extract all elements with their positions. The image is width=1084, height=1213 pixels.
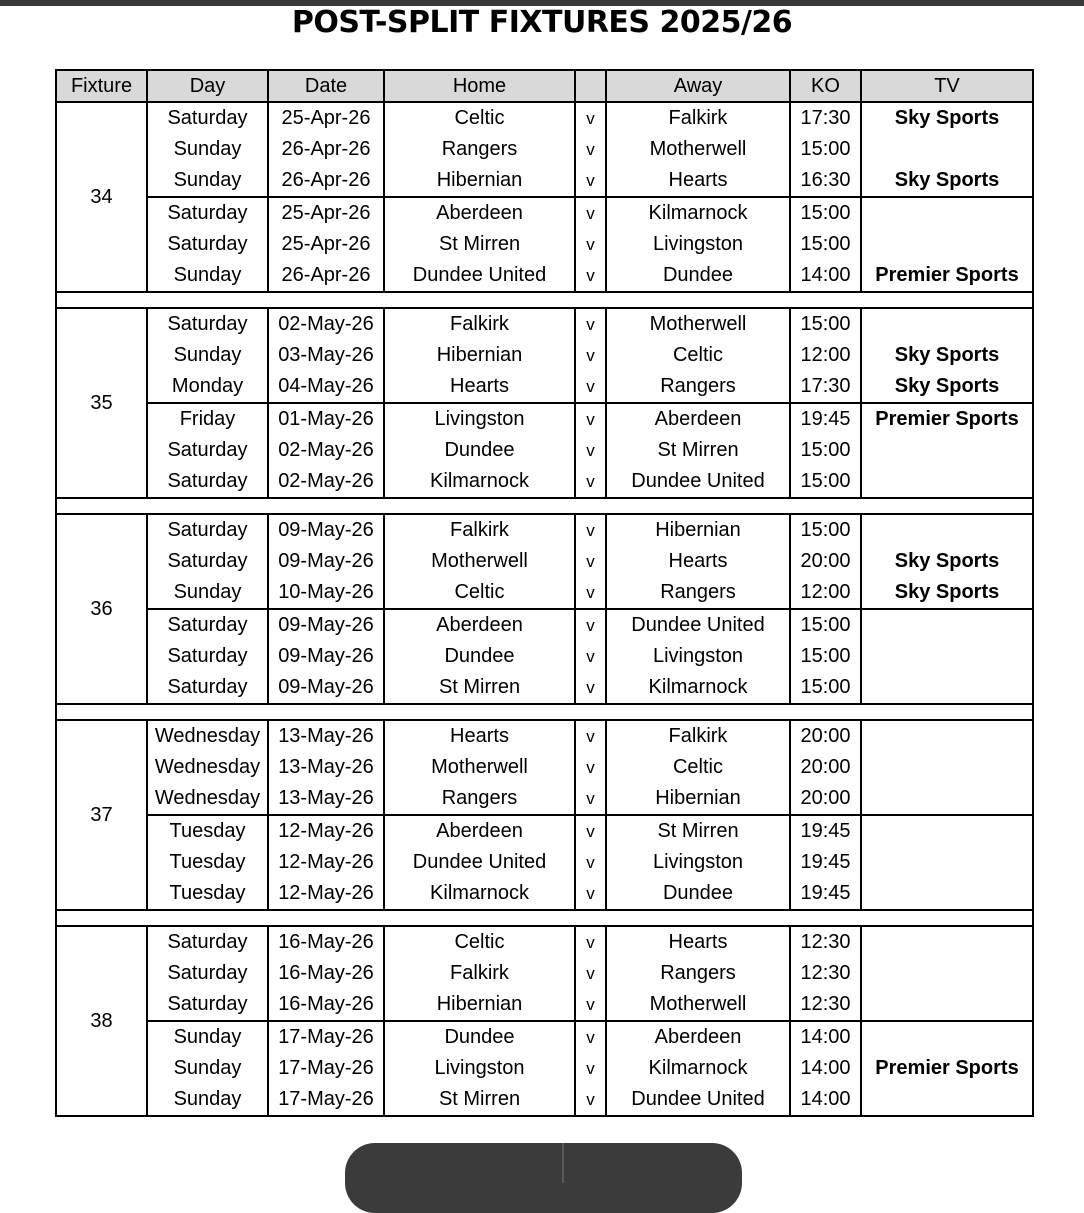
- table-row: [56, 340, 1033, 371]
- cell-vs: v: [575, 546, 606, 577]
- cell-away: Kilmarnock: [606, 1053, 790, 1084]
- cell-tv: [861, 989, 1033, 1021]
- table-row: [56, 577, 1033, 609]
- col-header-away: Away: [606, 70, 790, 102]
- table-row: [56, 989, 1033, 1021]
- cell-home: Dundee United: [384, 847, 575, 878]
- cell-tv: [861, 1021, 1033, 1053]
- cell-ko: 16:30: [790, 165, 861, 197]
- cell-tv: Sky Sports: [861, 340, 1033, 371]
- cell-vs: v: [575, 989, 606, 1021]
- cell-ko: 14:00: [790, 1053, 861, 1084]
- cell-vs: v: [575, 1084, 606, 1116]
- cell-home: Falkirk: [384, 308, 575, 340]
- cell-day: Tuesday: [147, 878, 268, 910]
- cell-day: Saturday: [147, 435, 268, 466]
- cell-date: 26-Apr-26: [268, 134, 384, 165]
- cell-away: Dundee: [606, 878, 790, 910]
- table-row: [56, 672, 1033, 704]
- cell-date: 09-May-26: [268, 546, 384, 577]
- cell-ko: 15:00: [790, 308, 861, 340]
- cell-home: Kilmarnock: [384, 466, 575, 498]
- cell-home: Aberdeen: [384, 609, 575, 641]
- cell-ko: 20:00: [790, 546, 861, 577]
- table-row: [56, 609, 1033, 641]
- cell-tv: Premier Sports: [861, 403, 1033, 435]
- cell-home: Aberdeen: [384, 815, 575, 847]
- table-row: [56, 752, 1033, 783]
- cell-tv: Sky Sports: [861, 371, 1033, 403]
- cell-away: St Mirren: [606, 815, 790, 847]
- table-row: [56, 466, 1033, 498]
- cell-away: Livingston: [606, 641, 790, 672]
- cell-day: Sunday: [147, 1084, 268, 1116]
- cell-tv: [861, 308, 1033, 340]
- col-header-fixture: Fixture: [56, 70, 147, 102]
- table-row: [56, 847, 1033, 878]
- cell-home: Rangers: [384, 134, 575, 165]
- cell-day: Monday: [147, 371, 268, 403]
- cell-ko: 12:00: [790, 577, 861, 609]
- cell-ko: 17:30: [790, 102, 861, 134]
- cell-vs: v: [575, 165, 606, 197]
- cell-date: 25-Apr-26: [268, 102, 384, 134]
- cell-vs: v: [575, 466, 606, 498]
- cell-day: Saturday: [147, 926, 268, 958]
- header-row: [56, 70, 1033, 102]
- col-header-ko: KO: [790, 70, 861, 102]
- cell-ko: 15:00: [790, 229, 861, 260]
- cell-ko: 15:00: [790, 134, 861, 165]
- cell-ko: 14:00: [790, 1084, 861, 1116]
- table-row: [56, 720, 1033, 752]
- cell-away: Hearts: [606, 926, 790, 958]
- cell-vs: v: [575, 134, 606, 165]
- cell-ko: 12:30: [790, 989, 861, 1021]
- table-row: [56, 165, 1033, 197]
- cell-home: Dundee: [384, 435, 575, 466]
- cell-home: Hearts: [384, 720, 575, 752]
- bottom-control-pill[interactable]: [345, 1143, 742, 1213]
- cell-day: Saturday: [147, 958, 268, 989]
- cell-date: 04-May-26: [268, 371, 384, 403]
- cell-away: Dundee United: [606, 1084, 790, 1116]
- cell-tv: [861, 958, 1033, 989]
- cell-ko: 19:45: [790, 847, 861, 878]
- cell-ko: 19:45: [790, 403, 861, 435]
- cell-home: Dundee: [384, 641, 575, 672]
- cell-away: Rangers: [606, 577, 790, 609]
- cell-vs: v: [575, 260, 606, 292]
- cell-away: Motherwell: [606, 308, 790, 340]
- cell-away: Kilmarnock: [606, 672, 790, 704]
- table-row: [56, 783, 1033, 815]
- cell-home: Aberdeen: [384, 197, 575, 229]
- table-row: [56, 1084, 1033, 1116]
- cell-tv: [861, 847, 1033, 878]
- cell-day: Sunday: [147, 1053, 268, 1084]
- round-separator: [56, 498, 1033, 514]
- cell-tv: [861, 672, 1033, 704]
- cell-date: 12-May-26: [268, 815, 384, 847]
- table-row: [56, 926, 1033, 958]
- cell-ko: 14:00: [790, 1021, 861, 1053]
- cell-date: 09-May-26: [268, 641, 384, 672]
- cell-date: 26-Apr-26: [268, 165, 384, 197]
- cell-home: Motherwell: [384, 752, 575, 783]
- cell-home: Celtic: [384, 102, 575, 134]
- cell-home: Livingston: [384, 403, 575, 435]
- cell-ko: 12:30: [790, 958, 861, 989]
- col-header-date: Date: [268, 70, 384, 102]
- cell-ko: 15:00: [790, 609, 861, 641]
- fixture-number: 34: [56, 102, 147, 292]
- cell-tv: [861, 435, 1033, 466]
- cell-vs: v: [575, 577, 606, 609]
- cell-tv: [861, 197, 1033, 229]
- round-separator: [56, 292, 1033, 308]
- round-separator: [56, 704, 1033, 720]
- cell-away: Motherwell: [606, 134, 790, 165]
- cell-vs: v: [575, 641, 606, 672]
- cell-tv: [861, 815, 1033, 847]
- table-row: [56, 102, 1033, 134]
- cell-home: Hibernian: [384, 989, 575, 1021]
- cell-date: 09-May-26: [268, 672, 384, 704]
- cell-day: Saturday: [147, 672, 268, 704]
- cell-away: Aberdeen: [606, 403, 790, 435]
- cell-vs: v: [575, 1053, 606, 1084]
- cell-away: Hearts: [606, 165, 790, 197]
- cell-away: Falkirk: [606, 720, 790, 752]
- cell-day: Wednesday: [147, 752, 268, 783]
- cell-date: 10-May-26: [268, 577, 384, 609]
- cell-vs: v: [575, 815, 606, 847]
- cell-home: St Mirren: [384, 1084, 575, 1116]
- col-header-tv: TV: [861, 70, 1033, 102]
- cell-day: Saturday: [147, 197, 268, 229]
- cell-away: Rangers: [606, 958, 790, 989]
- cell-date: 02-May-26: [268, 435, 384, 466]
- cell-away: Celtic: [606, 340, 790, 371]
- cell-tv: [861, 229, 1033, 260]
- cell-day: Sunday: [147, 340, 268, 371]
- cell-away: Falkirk: [606, 102, 790, 134]
- cell-vs: v: [575, 371, 606, 403]
- cell-tv: [861, 1084, 1033, 1116]
- cell-date: 17-May-26: [268, 1053, 384, 1084]
- cell-home: Falkirk: [384, 514, 575, 546]
- fixtures-table: [55, 69, 1034, 1117]
- cell-date: 09-May-26: [268, 609, 384, 641]
- cell-date: 13-May-26: [268, 720, 384, 752]
- cell-ko: 20:00: [790, 783, 861, 815]
- cell-date: 17-May-26: [268, 1021, 384, 1053]
- cell-away: Hearts: [606, 546, 790, 577]
- cell-day: Saturday: [147, 102, 268, 134]
- cell-ko: 19:45: [790, 815, 861, 847]
- cell-ko: 15:00: [790, 672, 861, 704]
- cell-home: Hibernian: [384, 165, 575, 197]
- cell-tv: [861, 134, 1033, 165]
- cell-away: Livingston: [606, 229, 790, 260]
- table-row: [56, 229, 1033, 260]
- cell-vs: v: [575, 752, 606, 783]
- fixture-number: 36: [56, 514, 147, 704]
- table-row: [56, 958, 1033, 989]
- cell-date: 12-May-26: [268, 878, 384, 910]
- cell-home: Dundee: [384, 1021, 575, 1053]
- cell-tv: [861, 752, 1033, 783]
- cell-day: Sunday: [147, 1021, 268, 1053]
- cell-ko: 19:45: [790, 878, 861, 910]
- cell-day: Saturday: [147, 989, 268, 1021]
- cell-vs: v: [575, 783, 606, 815]
- cell-date: 25-Apr-26: [268, 229, 384, 260]
- cell-date: 13-May-26: [268, 752, 384, 783]
- cell-away: Celtic: [606, 752, 790, 783]
- cell-home: Kilmarnock: [384, 878, 575, 910]
- cell-date: 03-May-26: [268, 340, 384, 371]
- table-row: [56, 641, 1033, 672]
- cell-ko: 15:00: [790, 514, 861, 546]
- cell-vs: v: [575, 958, 606, 989]
- cell-tv: [861, 609, 1033, 641]
- cell-ko: 15:00: [790, 435, 861, 466]
- cell-date: 01-May-26: [268, 403, 384, 435]
- cell-vs: v: [575, 308, 606, 340]
- cell-home: Hibernian: [384, 340, 575, 371]
- pill-divider: [562, 1143, 564, 1183]
- cell-home: Celtic: [384, 577, 575, 609]
- cell-ko: 17:30: [790, 371, 861, 403]
- cell-date: 02-May-26: [268, 308, 384, 340]
- fixture-number: 37: [56, 720, 147, 910]
- round-separator: [56, 910, 1033, 926]
- cell-date: 16-May-26: [268, 989, 384, 1021]
- cell-home: St Mirren: [384, 229, 575, 260]
- cell-date: 26-Apr-26: [268, 260, 384, 292]
- cell-ko: 14:00: [790, 260, 861, 292]
- cell-day: Sunday: [147, 577, 268, 609]
- cell-ko: 20:00: [790, 720, 861, 752]
- cell-day: Saturday: [147, 641, 268, 672]
- cell-day: Saturday: [147, 514, 268, 546]
- cell-tv: Sky Sports: [861, 577, 1033, 609]
- cell-away: Dundee United: [606, 609, 790, 641]
- cell-day: Saturday: [147, 466, 268, 498]
- cell-away: Livingston: [606, 847, 790, 878]
- cell-tv: Sky Sports: [861, 165, 1033, 197]
- cell-day: Sunday: [147, 165, 268, 197]
- table-row: [56, 134, 1033, 165]
- separator-cell: [56, 292, 1033, 308]
- cell-home: Dundee United: [384, 260, 575, 292]
- cell-vs: v: [575, 720, 606, 752]
- table-row: [56, 514, 1033, 546]
- cell-away: Aberdeen: [606, 1021, 790, 1053]
- col-header-vs: [575, 70, 606, 102]
- cell-date: 17-May-26: [268, 1084, 384, 1116]
- cell-vs: v: [575, 514, 606, 546]
- cell-ko: 15:00: [790, 641, 861, 672]
- cell-date: 16-May-26: [268, 926, 384, 958]
- cell-vs: v: [575, 403, 606, 435]
- cell-vs: v: [575, 609, 606, 641]
- cell-ko: 12:00: [790, 340, 861, 371]
- cell-vs: v: [575, 672, 606, 704]
- cell-vs: v: [575, 926, 606, 958]
- fixtures-body: [56, 102, 1033, 1116]
- cell-day: Sunday: [147, 134, 268, 165]
- cell-vs: v: [575, 197, 606, 229]
- cell-away: Hibernian: [606, 783, 790, 815]
- cell-date: 25-Apr-26: [268, 197, 384, 229]
- cell-away: Dundee: [606, 260, 790, 292]
- cell-home: Livingston: [384, 1053, 575, 1084]
- table-row: [56, 197, 1033, 229]
- cell-ko: 15:00: [790, 197, 861, 229]
- cell-tv: Sky Sports: [861, 102, 1033, 134]
- cell-day: Tuesday: [147, 815, 268, 847]
- table-row: [56, 546, 1033, 577]
- cell-day: Wednesday: [147, 720, 268, 752]
- cell-tv: Premier Sports: [861, 260, 1033, 292]
- table-row: [56, 435, 1033, 466]
- page-title: POST-SPLIT FIXTURES 2025/26: [291, 5, 793, 40]
- cell-tv: [861, 514, 1033, 546]
- cell-ko: 12:30: [790, 926, 861, 958]
- cell-away: Motherwell: [606, 989, 790, 1021]
- cell-date: 16-May-26: [268, 958, 384, 989]
- cell-tv: [861, 926, 1033, 958]
- separator-cell: [56, 704, 1033, 720]
- cell-tv: [861, 878, 1033, 910]
- cell-tv: [861, 783, 1033, 815]
- cell-vs: v: [575, 435, 606, 466]
- cell-home: Falkirk: [384, 958, 575, 989]
- cell-day: Saturday: [147, 229, 268, 260]
- col-header-day: Day: [147, 70, 268, 102]
- table-row: [56, 260, 1033, 292]
- separator-cell: [56, 910, 1033, 926]
- table-row: [56, 1053, 1033, 1084]
- cell-away: St Mirren: [606, 435, 790, 466]
- cell-home: Hearts: [384, 371, 575, 403]
- cell-day: Saturday: [147, 308, 268, 340]
- cell-day: Wednesday: [147, 783, 268, 815]
- cell-vs: v: [575, 878, 606, 910]
- cell-home: Rangers: [384, 783, 575, 815]
- cell-day: Saturday: [147, 609, 268, 641]
- cell-vs: v: [575, 229, 606, 260]
- fixture-number: 38: [56, 926, 147, 1116]
- cell-day: Sunday: [147, 260, 268, 292]
- cell-home: Motherwell: [384, 546, 575, 577]
- cell-vs: v: [575, 102, 606, 134]
- table-row: [56, 878, 1033, 910]
- table-row: [56, 815, 1033, 847]
- cell-day: Tuesday: [147, 847, 268, 878]
- fixture-number: 35: [56, 308, 147, 498]
- table-row: [56, 1021, 1033, 1053]
- cell-away: Rangers: [606, 371, 790, 403]
- cell-tv: Premier Sports: [861, 1053, 1033, 1084]
- separator-cell: [56, 498, 1033, 514]
- table-row: [56, 371, 1033, 403]
- cell-ko: 15:00: [790, 466, 861, 498]
- cell-date: 13-May-26: [268, 783, 384, 815]
- cell-tv: [861, 720, 1033, 752]
- table-row: [56, 308, 1033, 340]
- cell-day: Friday: [147, 403, 268, 435]
- cell-date: 09-May-26: [268, 514, 384, 546]
- cell-away: Kilmarnock: [606, 197, 790, 229]
- cell-vs: v: [575, 847, 606, 878]
- cell-vs: v: [575, 340, 606, 371]
- cell-away: Hibernian: [606, 514, 790, 546]
- cell-home: Celtic: [384, 926, 575, 958]
- cell-away: Dundee United: [606, 466, 790, 498]
- cell-day: Saturday: [147, 546, 268, 577]
- cell-tv: Sky Sports: [861, 546, 1033, 577]
- cell-vs: v: [575, 1021, 606, 1053]
- cell-date: 12-May-26: [268, 847, 384, 878]
- cell-ko: 20:00: [790, 752, 861, 783]
- table-row: [56, 403, 1033, 435]
- cell-tv: [861, 641, 1033, 672]
- cell-date: 02-May-26: [268, 466, 384, 498]
- cell-home: St Mirren: [384, 672, 575, 704]
- col-header-home: Home: [384, 70, 575, 102]
- cell-tv: [861, 466, 1033, 498]
